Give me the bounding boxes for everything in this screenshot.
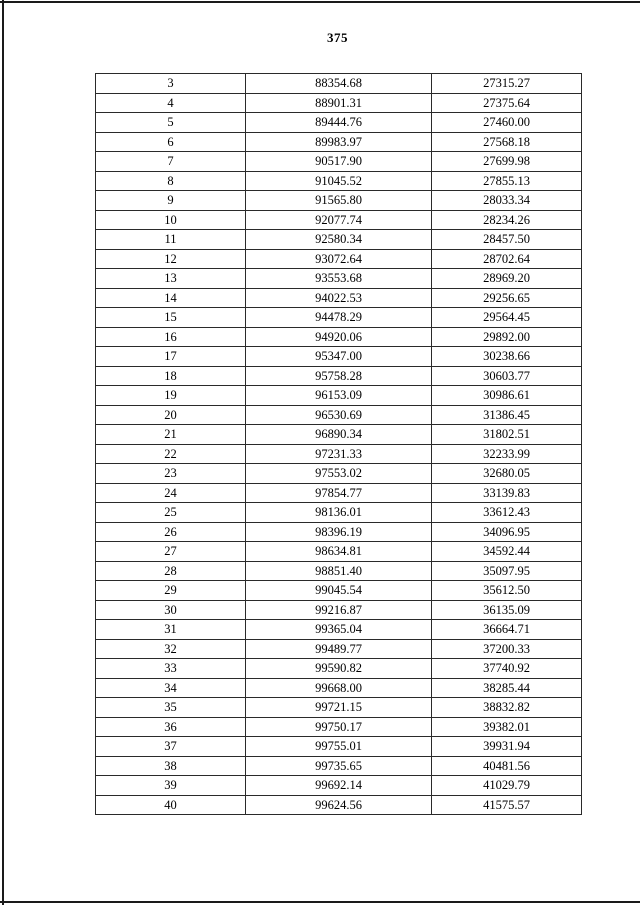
table-cell: 23 bbox=[96, 464, 246, 484]
table-cell: 29564.45 bbox=[432, 308, 582, 328]
table-cell: 94920.06 bbox=[246, 327, 432, 347]
table-cell: 36135.09 bbox=[432, 600, 582, 620]
table-cell: 28234.26 bbox=[432, 210, 582, 230]
table-cell: 35097.95 bbox=[432, 561, 582, 581]
table-cell: 99668.00 bbox=[246, 678, 432, 698]
table-cell: 34 bbox=[96, 678, 246, 698]
table-cell: 95758.28 bbox=[246, 366, 432, 386]
table-cell: 96890.34 bbox=[246, 425, 432, 445]
table-cell: 21 bbox=[96, 425, 246, 445]
table-cell: 16 bbox=[96, 327, 246, 347]
table-cell: 27 bbox=[96, 542, 246, 562]
table-cell: 28969.20 bbox=[432, 269, 582, 289]
table-cell: 6 bbox=[96, 132, 246, 152]
table-cell: 31386.45 bbox=[432, 405, 582, 425]
table-row bbox=[96, 425, 582, 445]
table-cell: 99489.77 bbox=[246, 639, 432, 659]
table-row bbox=[96, 483, 582, 503]
table-cell: 89444.76 bbox=[246, 113, 432, 133]
table-cell: 99216.87 bbox=[246, 600, 432, 620]
table-cell: 89983.97 bbox=[246, 132, 432, 152]
table-cell: 99365.04 bbox=[246, 620, 432, 640]
table-row bbox=[96, 269, 582, 289]
table-cell: 41575.57 bbox=[432, 795, 582, 815]
table-cell: 37 bbox=[96, 737, 246, 757]
table-row bbox=[96, 678, 582, 698]
table-cell: 35612.50 bbox=[432, 581, 582, 601]
scan-edge-top bbox=[0, 1, 640, 3]
table-row bbox=[96, 620, 582, 640]
table-cell: 90517.90 bbox=[246, 152, 432, 172]
table-cell: 94478.29 bbox=[246, 308, 432, 328]
table-cell: 14 bbox=[96, 288, 246, 308]
table-row bbox=[96, 444, 582, 464]
table-cell: 88354.68 bbox=[246, 74, 432, 94]
scan-edge-left bbox=[2, 0, 4, 905]
table-cell: 30238.66 bbox=[432, 347, 582, 367]
table-cell: 96153.09 bbox=[246, 386, 432, 406]
table-cell: 39931.94 bbox=[432, 737, 582, 757]
table-row bbox=[96, 776, 582, 796]
table-cell: 39382.01 bbox=[432, 717, 582, 737]
table-cell: 99750.17 bbox=[246, 717, 432, 737]
table-row bbox=[96, 737, 582, 757]
table-row bbox=[96, 639, 582, 659]
table-row bbox=[96, 288, 582, 308]
table-cell: 27375.64 bbox=[432, 93, 582, 113]
table-cell: 88901.31 bbox=[246, 93, 432, 113]
table-row bbox=[96, 561, 582, 581]
table-cell: 10 bbox=[96, 210, 246, 230]
table-row bbox=[96, 795, 582, 815]
table-cell: 18 bbox=[96, 366, 246, 386]
table-cell: 33139.83 bbox=[432, 483, 582, 503]
table-cell: 37740.92 bbox=[432, 659, 582, 679]
table-cell: 93553.68 bbox=[246, 269, 432, 289]
table-cell: 9 bbox=[96, 191, 246, 211]
table-cell: 39 bbox=[96, 776, 246, 796]
table-cell: 17 bbox=[96, 347, 246, 367]
table-cell: 37200.33 bbox=[432, 639, 582, 659]
table-cell: 28457.50 bbox=[432, 230, 582, 250]
table-cell: 4 bbox=[96, 93, 246, 113]
table-cell: 97854.77 bbox=[246, 483, 432, 503]
table-cell: 40481.56 bbox=[432, 756, 582, 776]
table-cell: 99735.65 bbox=[246, 756, 432, 776]
table-cell: 95347.00 bbox=[246, 347, 432, 367]
table-row bbox=[96, 366, 582, 386]
table-cell: 94022.53 bbox=[246, 288, 432, 308]
table-cell: 92580.34 bbox=[246, 230, 432, 250]
table-cell: 32680.05 bbox=[432, 464, 582, 484]
table-row bbox=[96, 132, 582, 152]
table-cell: 29 bbox=[96, 581, 246, 601]
table-cell: 38 bbox=[96, 756, 246, 776]
table-cell: 24 bbox=[96, 483, 246, 503]
page-number: 375 bbox=[327, 30, 348, 45]
table-cell: 36 bbox=[96, 717, 246, 737]
table-row bbox=[96, 327, 582, 347]
table-cell: 26 bbox=[96, 522, 246, 542]
table-cell: 98396.19 bbox=[246, 522, 432, 542]
table-row bbox=[96, 191, 582, 211]
table-cell: 12 bbox=[96, 249, 246, 269]
table-cell: 8 bbox=[96, 171, 246, 191]
table-cell: 29256.65 bbox=[432, 288, 582, 308]
table-row bbox=[96, 386, 582, 406]
table-cell: 33 bbox=[96, 659, 246, 679]
table-cell: 99721.15 bbox=[246, 698, 432, 718]
table-row bbox=[96, 717, 582, 737]
data-table bbox=[95, 73, 582, 815]
table-cell: 30 bbox=[96, 600, 246, 620]
table-row bbox=[96, 542, 582, 562]
table-row bbox=[96, 600, 582, 620]
table-cell: 99755.01 bbox=[246, 737, 432, 757]
table-row bbox=[96, 581, 582, 601]
table-row bbox=[96, 405, 582, 425]
table-row bbox=[96, 503, 582, 523]
table-cell: 40 bbox=[96, 795, 246, 815]
table-cell: 27568.18 bbox=[432, 132, 582, 152]
table-cell: 31 bbox=[96, 620, 246, 640]
table-cell: 11 bbox=[96, 230, 246, 250]
table-row bbox=[96, 464, 582, 484]
table-cell: 34592.44 bbox=[432, 542, 582, 562]
table-cell: 22 bbox=[96, 444, 246, 464]
table-cell: 35 bbox=[96, 698, 246, 718]
table-row bbox=[96, 171, 582, 191]
table-cell: 38285.44 bbox=[432, 678, 582, 698]
table-cell: 99624.56 bbox=[246, 795, 432, 815]
table-cell: 41029.79 bbox=[432, 776, 582, 796]
table-row bbox=[96, 698, 582, 718]
table-body bbox=[96, 74, 582, 815]
table-cell: 33612.43 bbox=[432, 503, 582, 523]
table-cell: 27460.00 bbox=[432, 113, 582, 133]
table-cell: 98634.81 bbox=[246, 542, 432, 562]
table-cell: 34096.95 bbox=[432, 522, 582, 542]
table-cell: 32233.99 bbox=[432, 444, 582, 464]
table-row bbox=[96, 230, 582, 250]
table-cell: 28 bbox=[96, 561, 246, 581]
table-row bbox=[96, 756, 582, 776]
table-row bbox=[96, 249, 582, 269]
table-cell: 15 bbox=[96, 308, 246, 328]
table-cell: 99590.82 bbox=[246, 659, 432, 679]
table-row bbox=[96, 522, 582, 542]
scan-edge-bottom bbox=[0, 901, 640, 903]
table-cell: 28702.64 bbox=[432, 249, 582, 269]
table-cell: 91045.52 bbox=[246, 171, 432, 191]
table-cell: 28033.34 bbox=[432, 191, 582, 211]
table-cell: 97553.02 bbox=[246, 464, 432, 484]
table-row bbox=[96, 659, 582, 679]
table-cell: 27315.27 bbox=[432, 74, 582, 94]
table-row bbox=[96, 308, 582, 328]
table-row bbox=[96, 210, 582, 230]
table-cell: 93072.64 bbox=[246, 249, 432, 269]
table-cell: 27699.98 bbox=[432, 152, 582, 172]
table-cell: 99045.54 bbox=[246, 581, 432, 601]
table-cell: 5 bbox=[96, 113, 246, 133]
table-cell: 91565.80 bbox=[246, 191, 432, 211]
table-cell: 98136.01 bbox=[246, 503, 432, 523]
table-cell: 98851.40 bbox=[246, 561, 432, 581]
table-cell: 96530.69 bbox=[246, 405, 432, 425]
table-row bbox=[96, 152, 582, 172]
table-cell: 7 bbox=[96, 152, 246, 172]
table-row bbox=[96, 74, 582, 94]
table-cell: 20 bbox=[96, 405, 246, 425]
table-cell: 19 bbox=[96, 386, 246, 406]
table-cell: 32 bbox=[96, 639, 246, 659]
table-cell: 30603.77 bbox=[432, 366, 582, 386]
table-cell: 92077.74 bbox=[246, 210, 432, 230]
table-cell: 29892.00 bbox=[432, 327, 582, 347]
table-cell: 3 bbox=[96, 74, 246, 94]
table-cell: 27855.13 bbox=[432, 171, 582, 191]
table-row bbox=[96, 93, 582, 113]
table-cell: 99692.14 bbox=[246, 776, 432, 796]
table-cell: 25 bbox=[96, 503, 246, 523]
table-cell: 38832.82 bbox=[432, 698, 582, 718]
table-cell: 36664.71 bbox=[432, 620, 582, 640]
table-cell: 30986.61 bbox=[432, 386, 582, 406]
table-cell: 13 bbox=[96, 269, 246, 289]
table-cell: 97231.33 bbox=[246, 444, 432, 464]
table-cell: 31802.51 bbox=[432, 425, 582, 445]
table-row bbox=[96, 347, 582, 367]
table-row bbox=[96, 113, 582, 133]
